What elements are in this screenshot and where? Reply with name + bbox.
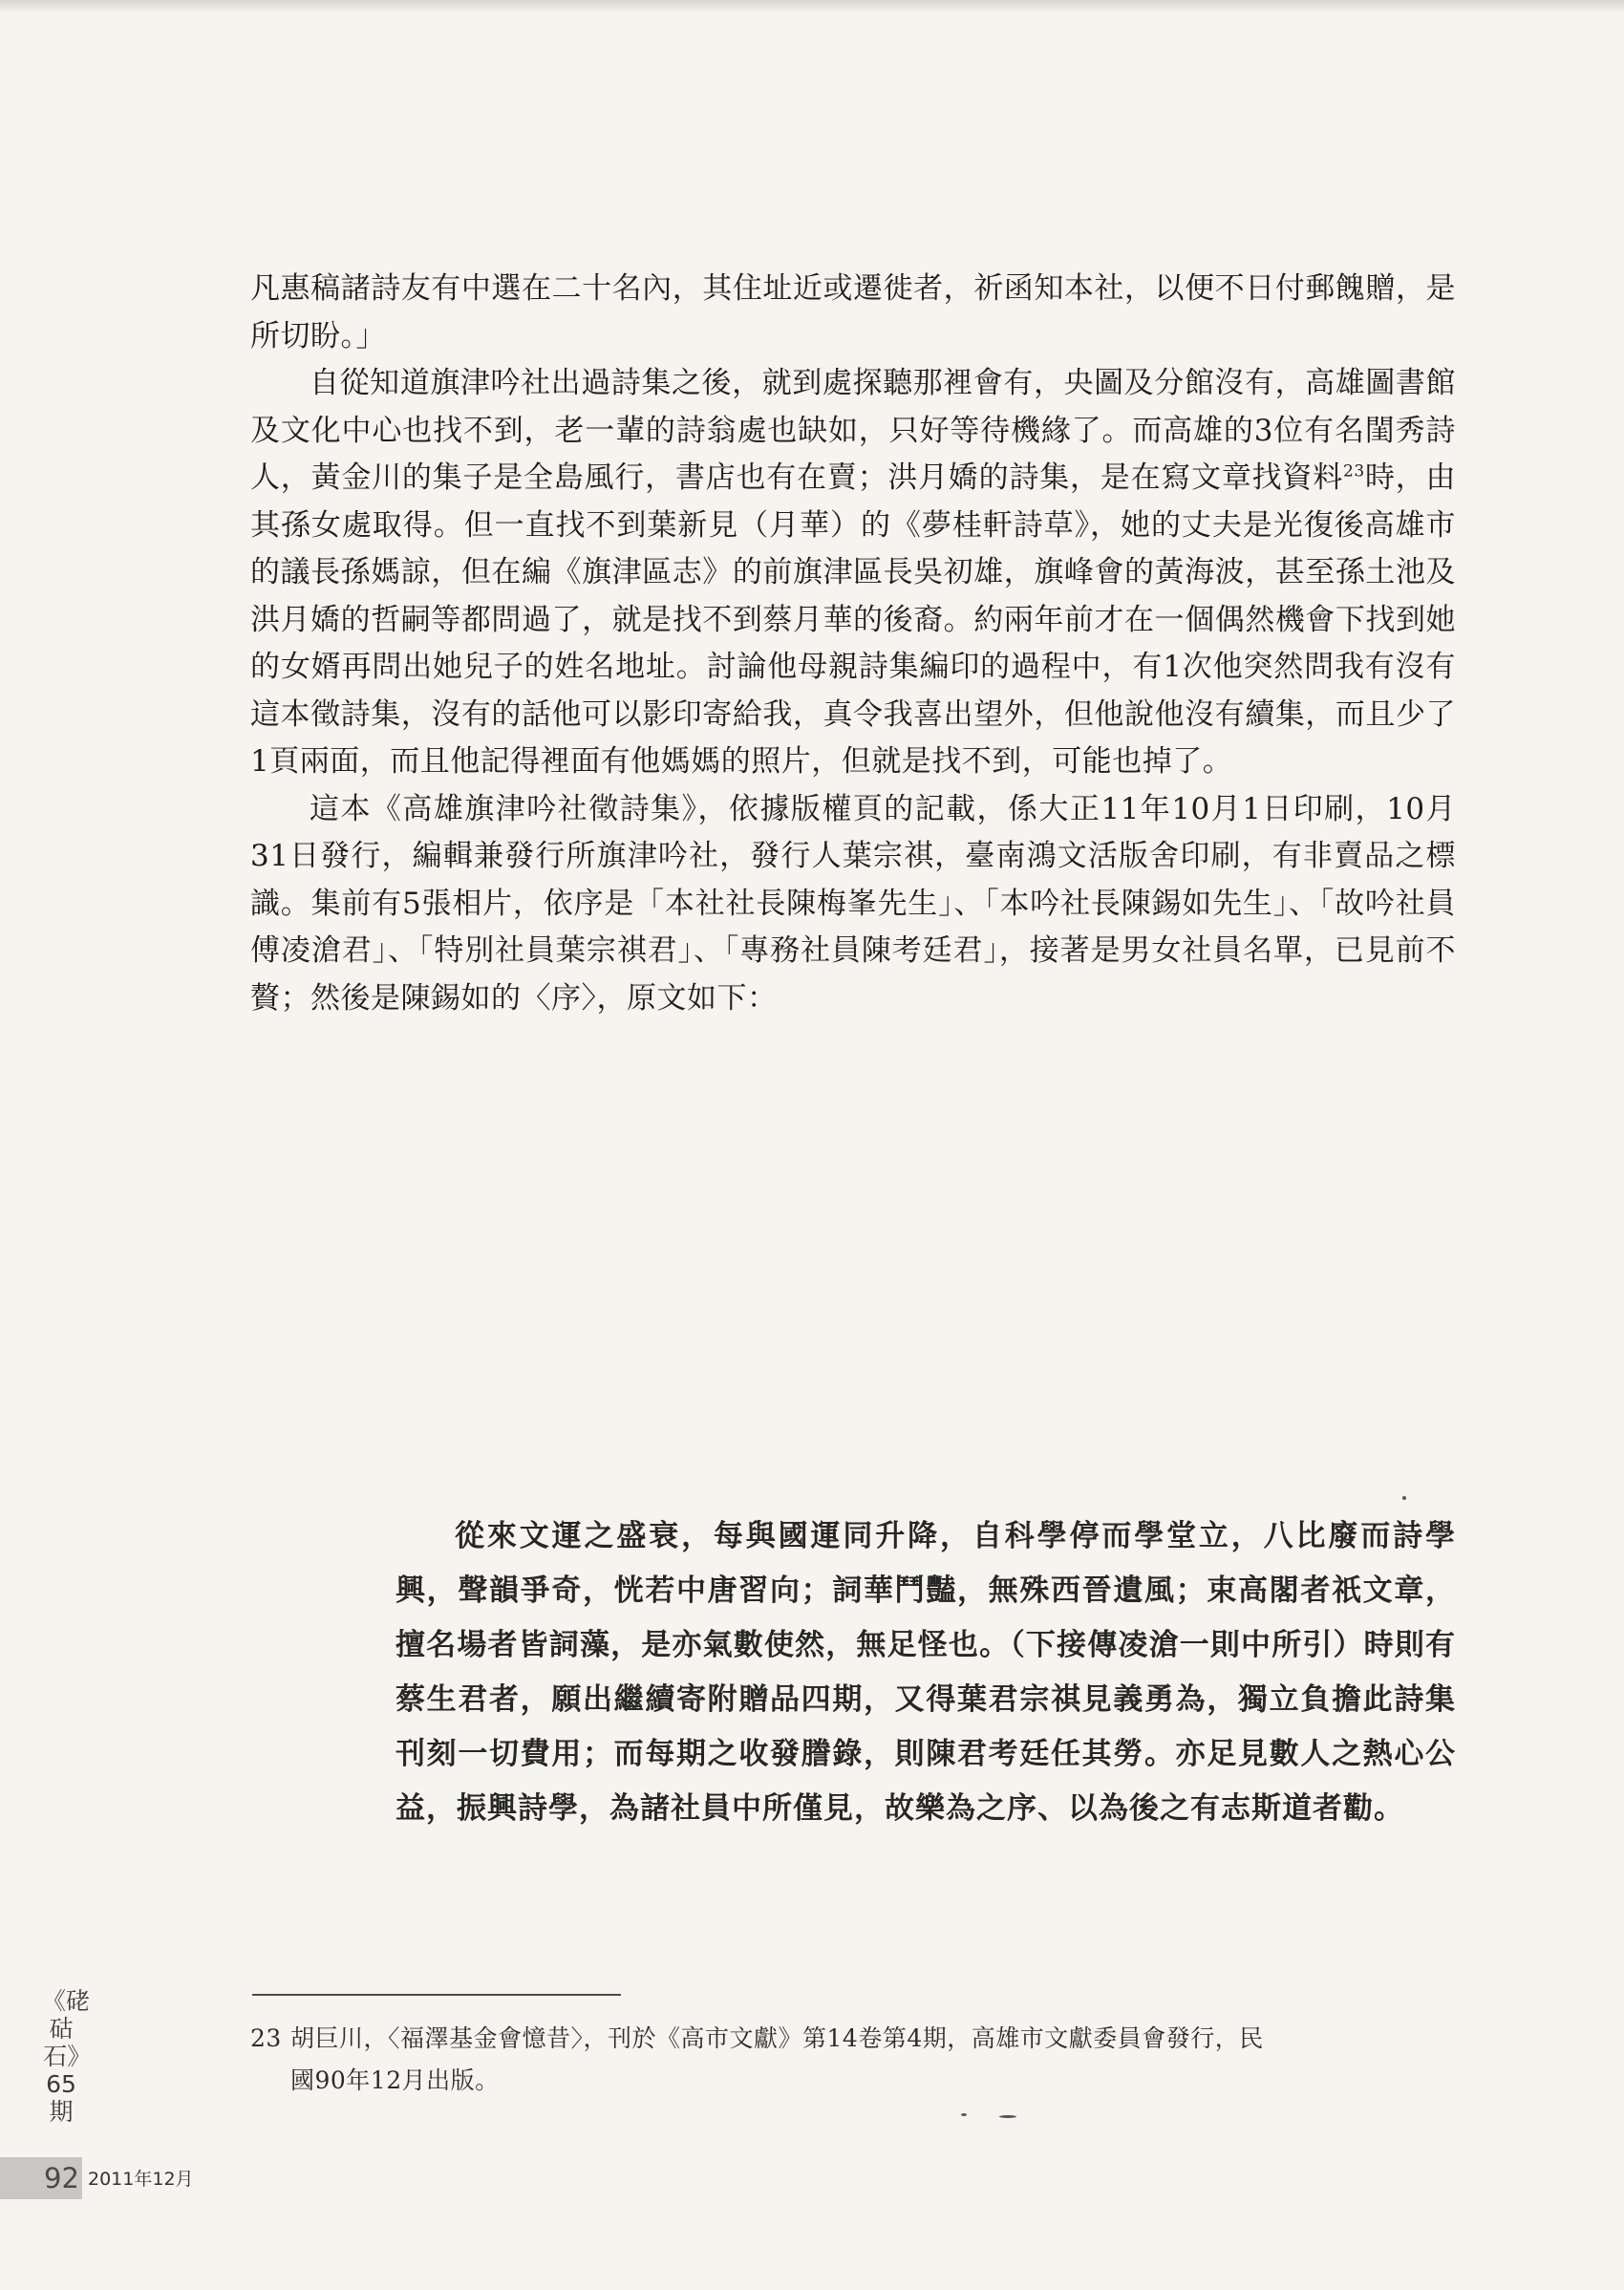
quoted-preface-text: 從來文運之盛衰，每與國運同升降，自科學停而學堂立，八比廢而詩學興，聲韻爭奇，恍若中唐習向；詞華鬥豔，無殊西晉遺風；束高閣者祇文章，擅名場者皆詞藻，是亦氣數使然，無足怪也。（下接傳凌滄一則中所引）時則有蔡生君者，願出繼續寄附贈品四期，又得葉君宗祺見義勇為，獨立負擔此詩集刊刻一切費用；而每期之收發謄錄，則陳君考廷任其勞。亦足見數人之熱心公益，振興詩學，為諸社員中所僅見，故樂為之序、以為後之有志斯道者勸。: [395, 1519, 1456, 1826]
footnote-text-2: 國90年12月出版。: [290, 2066, 500, 2094]
scan-speck: [961, 2113, 967, 2116]
paragraph-2-part-a: 自從知道旗津吟社出過詩集之後，就到處探聽那裡會有，央圖及分館沒有，高雄圖書館及文化中心也找不到，老一輩的詩翁處也缺如，只好等待機緣了。而高雄的3位有名閨秀詩人，黃金川的集子是全島風行，書店也有在賣；洪月嬌的詩集，是在寫文章找資料: [250, 366, 1456, 495]
footnote-line-1: [250, 2018, 1456, 2060]
scan-edge-shadow: [0, 0, 1624, 13]
journal-name-vertical: 《硓𥑮石》65期: [42, 1987, 91, 2126]
paragraph-1: 凡惠稿諸詩友有中選在二十名內，其住址近或遷徙者，祈函知本社，以便不日付郵餽贈，是所切盼。」: [250, 271, 1456, 353]
body-text: [250, 266, 1456, 1022]
footnote-ref-23: 23: [1343, 461, 1365, 482]
issue-date: 2011年12月: [88, 2169, 194, 2190]
footnote-text-1: 胡巨川，〈福澤基金會憶昔〉，刊於《高市文獻》第14卷第4期，高雄市文獻委員會發行，民: [290, 2024, 1264, 2052]
paragraph-2-part-b: 時，由其孫女處取得。但一直找不到葉新見（月華）的《夢桂軒詩草》，她的丈夫是光復後高雄市的議長孫媽諒，但在編《旗津區志》的前旗津區長吳初雄，旗峰會的黃海波，甚至孫土池及洪月嬌的哲嗣等都問過了，就是找不到蔡月華的後裔。約兩年前才在一個偶然機會下找到她的女婿再問出她兒子的姓名地址。討論他母親詩集編印的過程中，有1次他突然問我有沒有這本徵詩集，沒有的話他可以影印寄給我，真令我喜出望外，但他說他沒有續集，而且少了1頁兩面，而且他記得裡面有他媽媽的照片，但就是找不到，可能也掉了。: [250, 460, 1457, 779]
footnote-divider: [252, 1994, 621, 1996]
paragraph-3: 這本《高雄旗津吟社徵詩集》，依據版權頁的記載，係大正11年10月1日印刷，10月31日發行，編輯兼發行所旗津吟社，發行人葉宗祺，臺南鴻文活版舍印刷，有非賣品之標識。集前有5張相片，依序是「本社社長陳梅峯先生」、「本吟社長陳錫如先生」、「故吟社員傅凌滄君」、「特別社員葉宗祺君」、「專務社員陳考廷君」，接著是男女社員名單，已見前不贅；然後是陳錫如的〈序〉，原文如下：: [250, 791, 1456, 1016]
footnote-number: 23: [250, 2024, 282, 2052]
scan-speck: [1402, 1496, 1406, 1500]
scan-speck: [999, 2115, 1016, 2118]
quoted-preface: [395, 1509, 1456, 1836]
page-number: 92: [44, 2162, 79, 2194]
paragraph-2: [250, 360, 1456, 786]
footnote: [250, 2018, 1456, 2102]
